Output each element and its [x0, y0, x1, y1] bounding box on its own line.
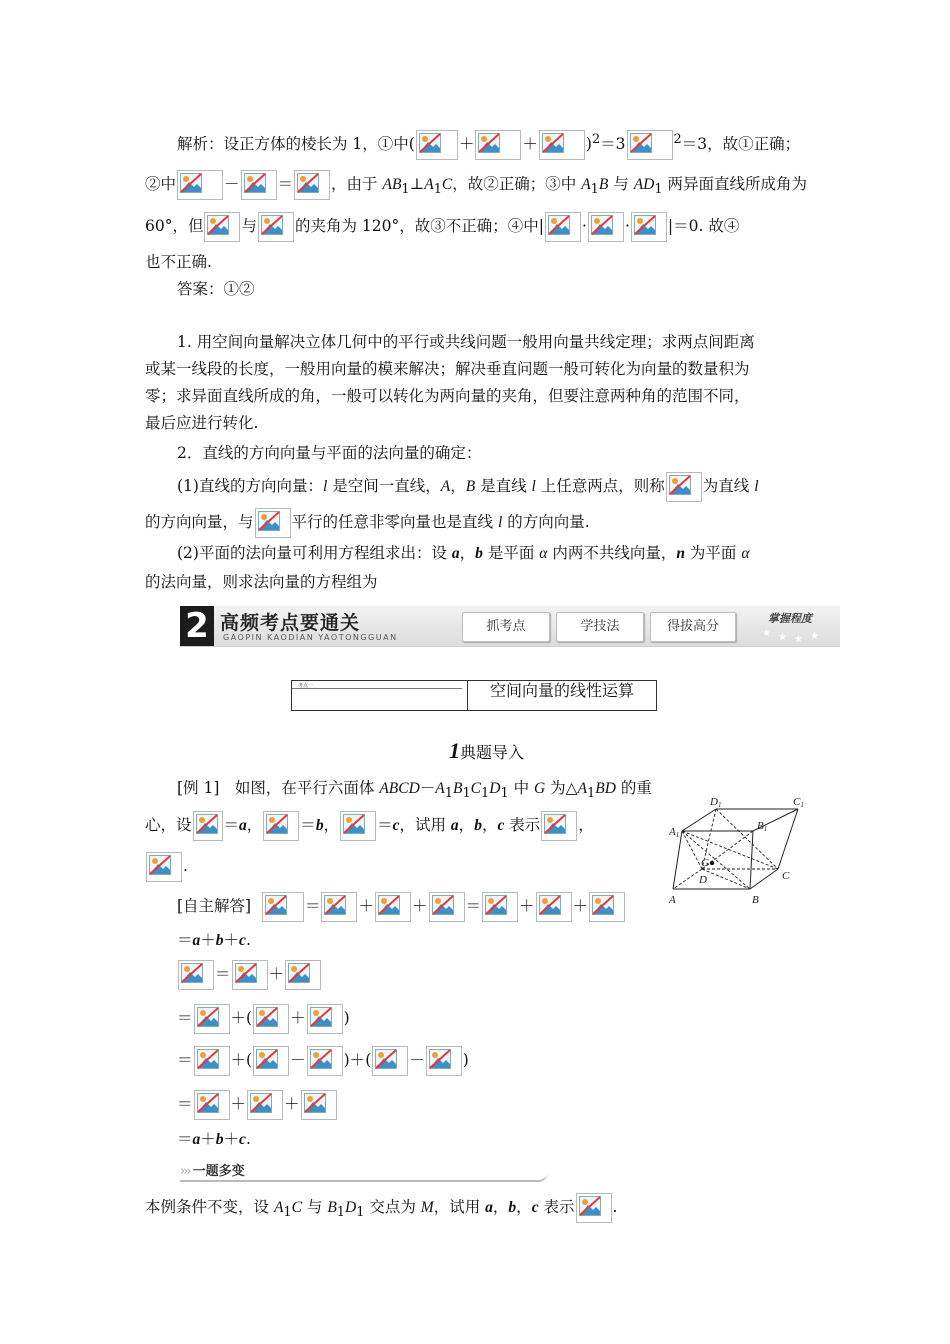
text: ，试用 — [433, 1198, 486, 1216]
text: · — [624, 217, 630, 235]
text: 是直线 — [475, 477, 532, 495]
text: ( — [246, 1051, 253, 1069]
broken-image-icon — [194, 1046, 230, 1076]
text: 本例条件不变，设 — [145, 1198, 274, 1216]
math: l — [497, 514, 503, 531]
proof-result-1 — [177, 928, 842, 953]
broken-image-icon — [241, 170, 277, 200]
text: 是平面 — [482, 544, 540, 562]
label-d: D — [699, 874, 707, 886]
svg-text:★: ★ — [810, 631, 819, 642]
text: ) — [462, 1051, 469, 1069]
subscript: 1 — [433, 182, 442, 198]
text: |＝0. 故④ — [667, 217, 740, 235]
math: A — [440, 478, 451, 495]
broken-image-icon — [194, 1090, 230, 1120]
answer: 答案：①② — [177, 280, 255, 298]
broken-image-icon — [301, 1090, 337, 1120]
text: (1)直线的方向向量： — [177, 477, 323, 495]
text: 表示 — [504, 816, 541, 834]
vector: b — [315, 817, 324, 834]
math: ABCD — [379, 780, 420, 797]
proof-line-3 — [177, 1004, 842, 1034]
broken-image-icon — [294, 170, 330, 200]
broken-image-icon — [177, 170, 223, 200]
broken-image-icon — [232, 960, 268, 990]
broken-image-icon — [178, 960, 214, 990]
stars-icon — [760, 624, 832, 644]
note-1b: 或某一线段的长度，一般用向量的模来解决；解决垂直问题一般可转化为向量的数量积为 — [145, 360, 750, 378]
text: ＝ — [304, 897, 321, 915]
text: (2)平面的法向量可利用方程组求出：设 — [177, 544, 452, 562]
text: － — [419, 779, 436, 797]
lead-number: 1 — [449, 738, 460, 763]
subscript: 1 — [675, 831, 680, 839]
divider — [292, 688, 462, 689]
subscript: 1 — [500, 786, 509, 802]
text: · — [582, 217, 587, 235]
note-4 — [177, 541, 842, 566]
text: ， — [459, 544, 476, 562]
subscript: 1 — [336, 1205, 346, 1221]
text: ＋ — [412, 897, 428, 915]
vector: a — [485, 1199, 493, 1216]
subscript: 1 — [590, 182, 599, 198]
label-b1: B — [757, 820, 764, 832]
math: A — [577, 780, 588, 797]
subscript: 1 — [356, 1205, 365, 1221]
broken-image-icon — [146, 852, 182, 882]
text: ＝3 — [600, 135, 626, 154]
text: 的方向向量. — [502, 513, 590, 531]
text: ＝ — [277, 175, 294, 193]
text: ，故②正确；③中 — [452, 175, 582, 193]
section-subtitle: GAOPIN KAODIAN YAOTONGGUAN — [223, 633, 398, 642]
text: ＋ — [290, 1009, 306, 1027]
broken-image-icon — [263, 811, 299, 841]
math: B — [452, 780, 463, 797]
proof-line-4 — [177, 1046, 842, 1076]
text: ＝ — [215, 965, 231, 983]
text: 交点为 — [364, 1198, 421, 1216]
text: ， — [481, 816, 498, 834]
broken-image-icon — [545, 212, 581, 242]
broken-image-icon — [588, 212, 624, 242]
label-c: C — [782, 870, 790, 882]
broken-image-icon — [426, 1046, 462, 1076]
variation-text — [145, 1193, 810, 1225]
text: 为直线 — [702, 477, 755, 495]
math: A — [581, 176, 591, 193]
svg-text:C1 — [793, 796, 804, 809]
text: ＋ — [458, 135, 475, 154]
text: ， — [492, 1198, 509, 1216]
text: ( — [365, 1051, 372, 1069]
broken-image-icon — [253, 1046, 289, 1076]
note-1c: 零；求异面直线所成的角，一般可以转化为两向量的夹角，但要注意两种角的范围不同， — [145, 387, 750, 405]
text: 表示 — [538, 1198, 575, 1216]
text: ) — [585, 135, 592, 154]
text: ＋ — [358, 897, 374, 915]
broken-image-icon — [307, 1004, 343, 1034]
text: 解析：设正方体的棱长为 1，①中( — [177, 135, 415, 154]
vector: b — [215, 932, 224, 949]
centroid-point — [710, 861, 714, 865]
math: α — [741, 545, 750, 562]
math: AD — [633, 176, 655, 193]
math: A — [424, 176, 434, 193]
broken-image-icon — [258, 212, 294, 242]
vector: a — [451, 545, 460, 562]
math: D — [489, 780, 501, 797]
text: ＋ — [230, 1051, 247, 1069]
text: ＋ — [223, 1130, 240, 1148]
text: － — [290, 1051, 306, 1069]
svg-text:★: ★ — [794, 634, 803, 644]
text: ＋ — [519, 897, 535, 915]
text: ， — [516, 1198, 532, 1216]
text: ＝ — [177, 1051, 193, 1069]
broken-image-icon — [375, 892, 411, 922]
text: ＝ — [300, 816, 316, 834]
vector: a — [192, 932, 201, 949]
text: ) — [343, 1009, 350, 1027]
text: ＋ — [200, 931, 216, 949]
text: ， — [578, 816, 594, 834]
text: . — [183, 857, 188, 875]
subscript: 1 — [800, 801, 804, 809]
text: ＝ — [377, 816, 393, 834]
solution-line-1 — [177, 128, 842, 160]
math: D — [345, 1199, 357, 1216]
label-b: B — [752, 894, 759, 906]
subscript: 1 — [401, 182, 410, 198]
text: ( — [246, 1009, 253, 1027]
variation-title: 一题多变 — [192, 1164, 245, 1179]
text: 60°，但 — [145, 217, 204, 235]
text: ， — [458, 816, 475, 834]
vector: a — [192, 1131, 201, 1148]
math: C — [291, 1199, 302, 1216]
broken-image-icon — [631, 212, 667, 242]
solution-line-3 — [145, 212, 810, 242]
text: ， — [246, 816, 263, 834]
section-number: 2 — [180, 606, 214, 646]
broken-image-icon — [247, 1090, 283, 1120]
text: ＋ — [572, 897, 589, 915]
math: M — [420, 1199, 434, 1216]
mastery-label: 掌握程度 — [768, 612, 812, 625]
broken-image-icon — [285, 960, 321, 990]
broken-image-icon — [193, 811, 223, 841]
topic-label-cell — [292, 681, 468, 710]
broken-image-icon — [541, 811, 577, 841]
math: BD — [595, 780, 616, 797]
text: ) — [343, 1051, 350, 1069]
solution-line-2 — [145, 170, 810, 202]
lead-heading — [449, 738, 524, 764]
text: ⊥ — [409, 175, 425, 193]
text: 平行的任意非零向量也是直线 — [291, 513, 498, 531]
math: α — [539, 545, 548, 562]
svg-text:B1 — [757, 820, 767, 833]
superscript: 2 — [673, 132, 682, 147]
note-4b: 的法向量，则求法向量的方程组为 — [145, 573, 378, 591]
text: ＋ — [349, 1051, 366, 1069]
proof-line-5 — [177, 1090, 842, 1120]
text: 心，设 — [145, 816, 192, 834]
math: B — [327, 1199, 337, 1216]
broken-image-icon — [589, 892, 625, 922]
text: － — [409, 1051, 425, 1069]
subscript: 1 — [462, 786, 471, 802]
broken-image-icon — [475, 130, 521, 160]
vector: c — [497, 817, 505, 834]
text: [例 1] 如图，在平行六面体 — [177, 779, 380, 797]
section-banner — [180, 606, 840, 647]
subscript: 1 — [717, 801, 722, 809]
lead-label: 典题导入 — [460, 743, 525, 762]
text: ＋ — [268, 965, 285, 983]
label-c1: C — [793, 796, 801, 808]
vector: b — [215, 1131, 224, 1148]
text: ＋ — [230, 1009, 247, 1027]
math: C — [441, 176, 453, 193]
label-g: G — [701, 857, 709, 869]
subscript: 1 — [481, 786, 490, 802]
broken-image-icon — [416, 130, 458, 160]
label-a1: A — [669, 826, 676, 838]
broken-image-icon — [340, 811, 376, 841]
math: l — [322, 478, 328, 495]
subscript: 1 — [444, 786, 453, 802]
text: 上任意两点，则称 — [535, 477, 665, 495]
subscript: 1 — [654, 182, 663, 198]
text: ＋ — [200, 1130, 216, 1148]
text: 与 — [301, 1198, 328, 1216]
section-title: 高频考点要通关 — [220, 612, 361, 634]
math: l — [754, 478, 759, 495]
chevron-icon: ››› — [180, 1164, 190, 1179]
topic-box — [291, 680, 657, 711]
math: A — [273, 1199, 284, 1216]
text: . — [612, 1198, 618, 1216]
text: ＝ — [177, 1009, 193, 1027]
proof-line-1 — [177, 892, 842, 922]
text: . — [245, 931, 251, 949]
text: . — [245, 1130, 251, 1148]
broken-image-icon — [482, 892, 518, 922]
text: 为平面 — [684, 544, 742, 562]
vector: b — [508, 1199, 517, 1216]
broken-image-icon — [372, 1046, 408, 1076]
text: ， — [323, 816, 340, 834]
math: G — [534, 780, 546, 797]
svg-text:A1 — [668, 826, 679, 839]
subscript: 1 — [283, 1205, 292, 1221]
broken-image-icon — [429, 892, 465, 922]
vector: b — [475, 545, 483, 562]
broken-image-icon — [307, 1046, 343, 1076]
broken-image-icon — [666, 472, 702, 502]
math: B — [465, 478, 476, 495]
text: ②中 — [145, 175, 177, 193]
text: [自主解答] — [177, 897, 252, 915]
note-3b — [145, 508, 810, 538]
broken-image-icon — [539, 130, 585, 160]
text: 的夹角为 120°，故③不正确；④中| — [295, 217, 544, 235]
text: 的方向向量，与 — [145, 513, 254, 531]
text: ＋ — [284, 1095, 300, 1113]
text: 为△ — [545, 779, 578, 797]
svg-text:D1 — [709, 796, 721, 809]
vector: c — [239, 1131, 246, 1148]
svg-text:★: ★ — [762, 628, 771, 639]
text: ＝ — [223, 816, 240, 834]
broken-image-icon — [627, 130, 673, 160]
note-3 — [177, 472, 842, 502]
math: A — [435, 780, 445, 797]
text: ＝3，故①正确； — [681, 135, 801, 154]
broken-image-icon — [536, 892, 572, 922]
topic-small-label: 考点一 — [298, 683, 314, 689]
vector: c — [531, 1199, 539, 1216]
vector: a — [239, 817, 247, 834]
text: ＋ — [223, 931, 240, 949]
text: ＋ — [522, 135, 538, 154]
vector: n — [676, 545, 685, 562]
broken-image-icon — [576, 1193, 612, 1223]
text: ，由于 — [331, 175, 383, 193]
learn-methods-button[interactable]: 学技法 — [556, 612, 644, 642]
broken-image-icon — [255, 508, 291, 538]
text: ，试用 — [399, 816, 451, 834]
math: l — [531, 478, 536, 495]
subscript: 1 — [763, 825, 768, 833]
text: 是空间一直线， — [327, 477, 441, 495]
text: ＝ — [177, 1130, 193, 1148]
text: ＝ — [465, 897, 482, 915]
text: － — [224, 175, 240, 193]
vector: c — [239, 932, 246, 949]
text: 内两不共线向量， — [547, 544, 677, 562]
variation-header — [180, 1160, 548, 1182]
math: C — [470, 780, 482, 797]
note-2: 2．直线的方向向量与平面的法向量的确定： — [177, 444, 482, 462]
text: ， — [450, 477, 466, 495]
note-1d: 最后应进行转化. — [145, 414, 259, 432]
svg-text:★: ★ — [778, 632, 787, 643]
vector: b — [474, 817, 482, 834]
broken-image-icon — [204, 212, 240, 242]
broken-image-icon — [253, 1004, 289, 1034]
text: 中 — [508, 779, 535, 797]
text: 的重 — [615, 779, 652, 797]
high-score-button[interactable]: 得拔高分 — [650, 612, 736, 642]
text: ＋ — [230, 1095, 247, 1113]
subscript: 1 — [587, 786, 596, 802]
vector: c — [392, 817, 400, 834]
superscript: 2 — [591, 132, 601, 147]
math: B — [598, 176, 609, 193]
topic-title: 空间向量的线性运算 — [489, 681, 634, 700]
broken-image-icon — [194, 1004, 230, 1034]
text: 与 — [241, 217, 257, 235]
grasp-points-button[interactable]: 抓考点 — [462, 612, 550, 642]
solution-line-4: 也不正确. — [145, 253, 212, 271]
text: ＝ — [177, 1095, 193, 1113]
label-a: A — [669, 894, 676, 906]
vector: a — [450, 817, 459, 834]
text: ＝ — [177, 931, 193, 949]
label-d1: D — [710, 796, 718, 808]
math: AB — [382, 176, 402, 193]
broken-image-icon — [262, 892, 304, 922]
text: 与 — [608, 175, 634, 193]
proof-result-2 — [177, 1127, 842, 1152]
broken-image-icon — [321, 892, 357, 922]
parallelepiped-figure — [668, 793, 813, 908]
text: 两异面直线所成角为 — [662, 175, 808, 193]
proof-line-2 — [177, 960, 842, 990]
note-1a: 1. 用空间向量解决立体几何中的平行或共线问题一般用向量共线定理；求两点间距离 — [177, 333, 755, 351]
